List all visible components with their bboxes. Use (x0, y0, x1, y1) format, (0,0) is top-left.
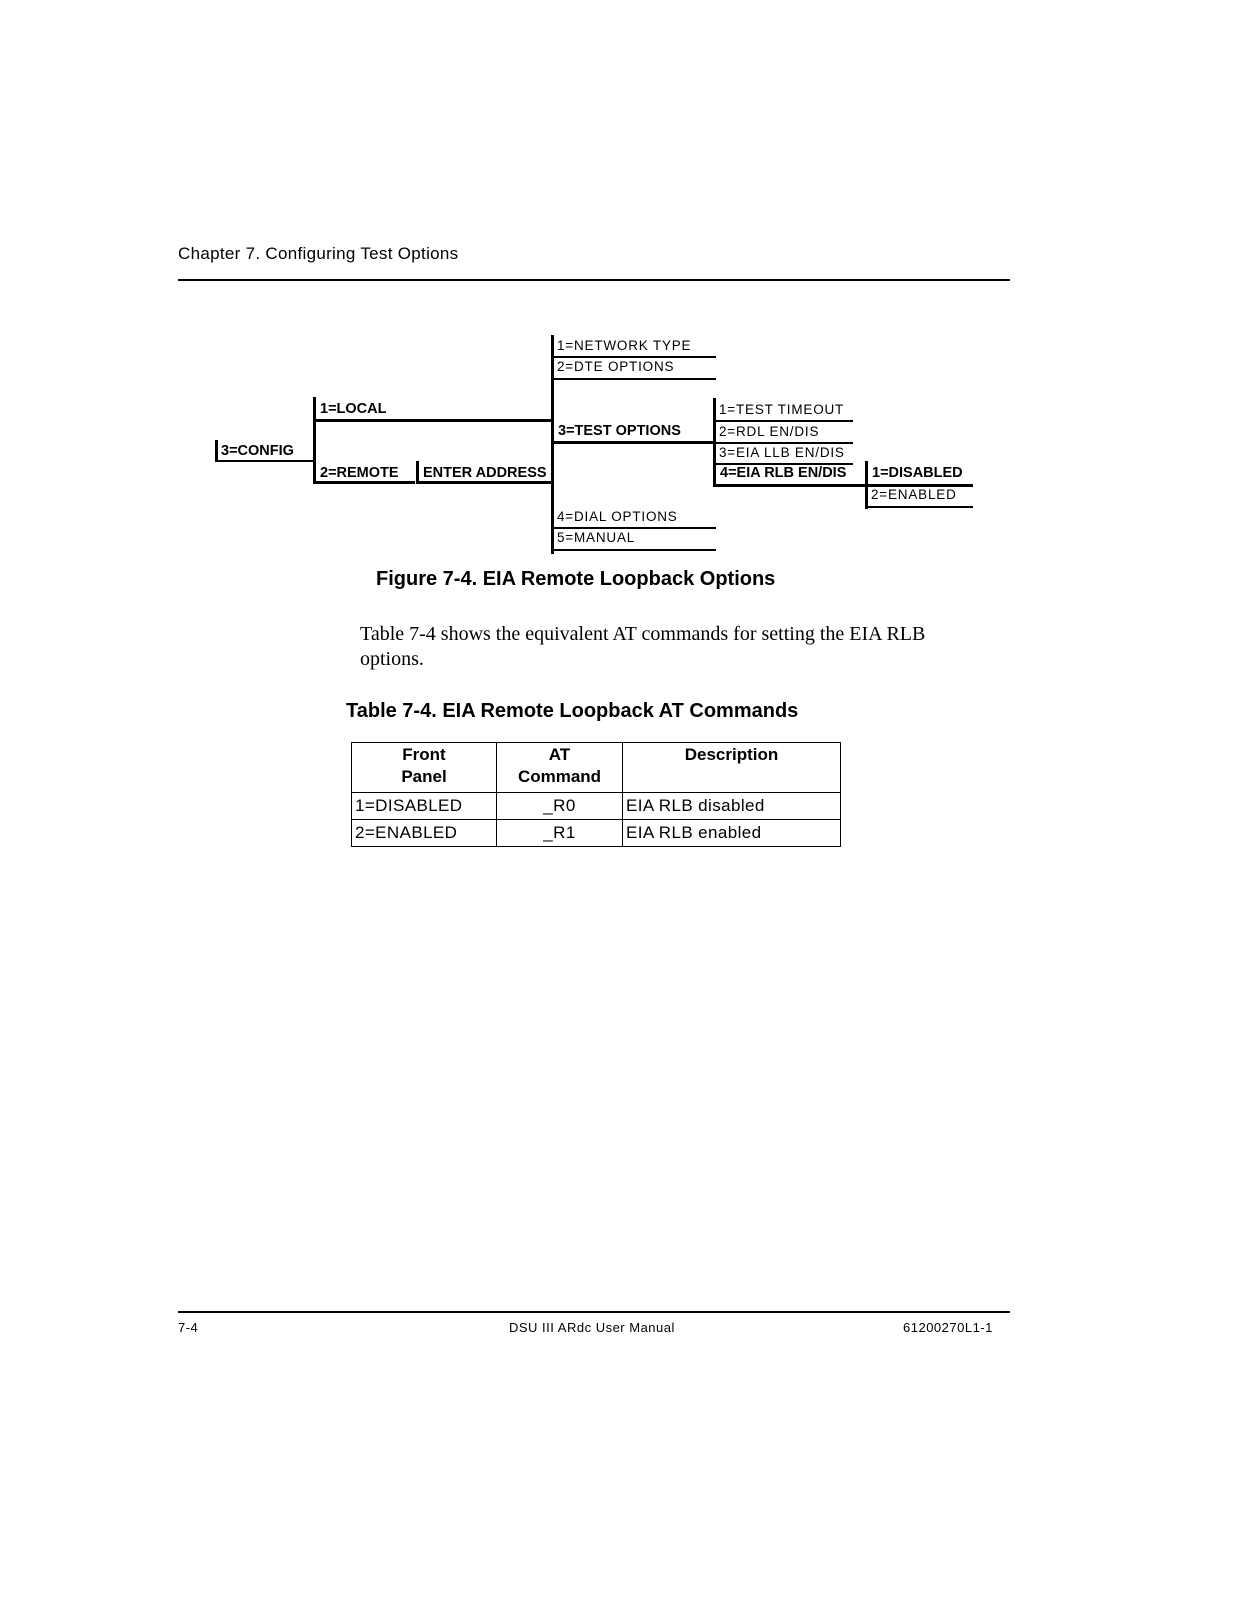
menu-test-options: 3=TEST OPTIONS (558, 423, 681, 439)
cell-command: _R0 (497, 793, 623, 820)
menu-root-config: 3=CONFIG (221, 443, 294, 459)
menu-remote: 2=REMOTE (320, 465, 399, 481)
test-timeout-line (713, 420, 853, 422)
eia-rlb-line (713, 484, 867, 487)
menu-dte-options: 2=DTE OPTIONS (557, 359, 675, 374)
header-at-line1: AT (548, 745, 571, 764)
table-title: Table 7-4. EIA Remote Loopback AT Commands (346, 700, 799, 722)
cell-panel: 2=ENABLED (352, 820, 497, 847)
remote-line (313, 481, 415, 484)
body-paragraph: Table 7-4 shows the equivalent AT commands for setting the EIA RLB options. (360, 623, 926, 670)
footer-part-number: 61200270L1-1 (903, 1320, 993, 1335)
header-at-line2: Command (517, 767, 602, 786)
rdl-line (713, 442, 853, 444)
level3-bracket (551, 335, 554, 554)
dial-options-line (551, 527, 716, 529)
table-row (352, 820, 841, 847)
footer-manual-title: DSU III ARdc User Manual (509, 1320, 675, 1335)
level2-bracket (313, 397, 316, 482)
table-row (352, 793, 841, 820)
address-bracket (416, 461, 419, 483)
manual-line (551, 549, 716, 551)
address-line (416, 481, 554, 484)
menu-enter-address: ENTER ADDRESS (423, 465, 547, 481)
header-divider (178, 279, 1010, 281)
chapter-header: Chapter 7. Configuring Test Options (178, 244, 459, 263)
menu-local: 1=LOCAL (320, 401, 387, 417)
cell-command: _R1 (497, 820, 623, 847)
header-description: Description (623, 743, 841, 793)
header-at-command (497, 743, 623, 793)
table-header-row (352, 743, 841, 793)
footer-page-number: 7-4 (178, 1320, 199, 1335)
menu-dial-options: 4=DIAL OPTIONS (557, 509, 678, 524)
at-commands-table (351, 742, 841, 847)
local-line (313, 419, 554, 422)
header-front-line2: Panel (401, 767, 447, 786)
cell-description: EIA RLB enabled (623, 820, 841, 847)
menu-test-timeout: 1=TEST TIMEOUT (719, 402, 845, 417)
menu-rlb-enabled: 2=ENABLED (871, 487, 957, 502)
header-front-line1: Front (402, 745, 446, 764)
menu-manual: 5=MANUAL (557, 530, 636, 545)
menu-eia-rlb: 4=EIA RLB EN/DIS (720, 465, 847, 481)
rlb-enabled-line (865, 506, 973, 508)
network-type-line (551, 356, 716, 358)
footer-divider (178, 1311, 1010, 1313)
menu-network-type: 1=NETWORK TYPE (557, 338, 692, 353)
root-bracket (215, 440, 218, 461)
menu-eia-llb: 3=EIA LLB EN/DIS (719, 445, 845, 460)
test-options-line (551, 441, 716, 444)
dte-options-line (551, 378, 716, 380)
header-front-panel (352, 743, 497, 793)
figure-caption: Figure 7-4. EIA Remote Loopback Options (376, 568, 776, 590)
cell-panel: 1=DISABLED (352, 793, 497, 820)
menu-rlb-disabled: 1=DISABLED (872, 465, 963, 481)
menu-rdl-en-dis: 2=RDL EN/DIS (719, 424, 820, 439)
cell-description: EIA RLB disabled (623, 793, 841, 820)
root-line (215, 460, 316, 462)
